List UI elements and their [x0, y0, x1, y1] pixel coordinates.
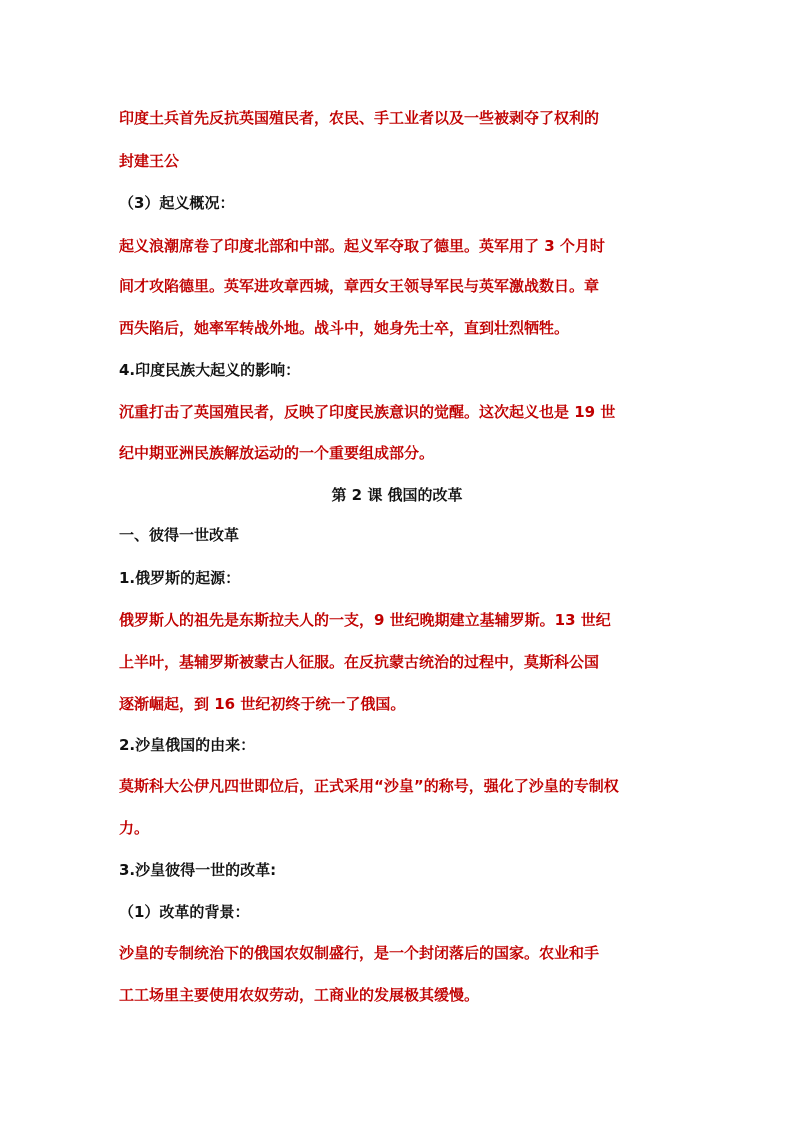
paragraph-line: 西失陷后，她率军转战外地。战斗中，她身先士卒，直到壮烈牺牲。: [119, 319, 570, 337]
paragraph-line: 印度土兵首先反抗英国殖民者，农民、手工业者以及一些被剥夺了权利的: [119, 109, 600, 127]
lesson-title: 第 2 课 俄国的改革: [331, 486, 463, 504]
subsection-heading: 2.沙皇俄国的由来：: [119, 736, 256, 754]
section-heading: 一、彼得一世改革: [119, 526, 240, 544]
subsection-heading: 1.俄罗斯的起源：: [119, 569, 241, 587]
paragraph-line: 沉重打击了英国殖民者，反映了印度民族意识的觉醒。这次起义也是 19 世: [119, 403, 616, 421]
paragraph-line: 封建王公: [119, 152, 180, 170]
paragraph-line: 间才攻陷德里。英军进攻章西城，章西女王领导军民与英军激战数日。章: [119, 277, 600, 295]
paragraph-line: 逐渐崛起，到 16 世纪初终于统一了俄国。: [119, 695, 406, 713]
paragraph-line: 工工场里主要使用农奴劳动，工商业的发展极其缓慢。: [119, 986, 480, 1004]
subsection-heading: （1）改革的背景：: [119, 903, 250, 921]
paragraph-line: 起义浪潮席卷了印度北部和中部。起义军夺取了德里。英军用了 3 个月时: [119, 237, 605, 255]
subsection-heading: 3.沙皇彼得一世的改革:: [119, 861, 277, 879]
subsection-heading: 4.印度民族大起义的影响：: [119, 361, 301, 379]
subsection-heading: （3）起义概况：: [119, 194, 235, 212]
paragraph-line: 沙皇的专制统治下的俄国农奴制盛行，是一个封闭落后的国家。农业和手: [119, 944, 600, 962]
paragraph-line: 莫斯科大公伊凡四世即位后，正式采用“沙皇”的称号，强化了沙皇的专制权: [119, 777, 619, 795]
paragraph-line: 上半叶，基辅罗斯被蒙古人征服。在反抗蒙古统治的过程中，莫斯科公国: [119, 653, 600, 671]
paragraph-line: 纪中期亚洲民族解放运动的一个重要组成部分。: [119, 444, 435, 462]
paragraph-line: 俄罗斯人的祖先是东斯拉夫人的一支，9 世纪晚期建立基辅罗斯。13 世纪: [119, 611, 611, 629]
paragraph-line: 力。: [119, 819, 150, 837]
